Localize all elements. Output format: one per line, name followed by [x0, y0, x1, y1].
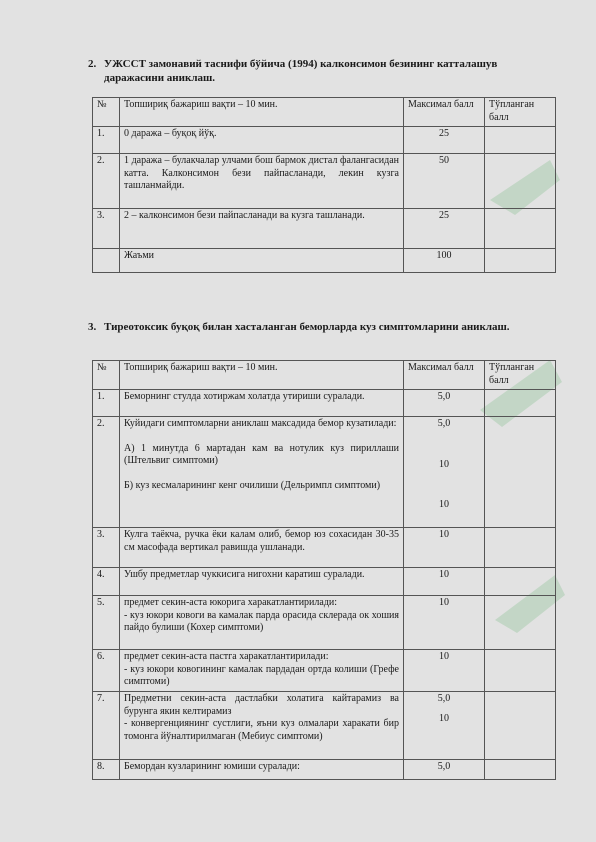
row-num: 2.	[93, 154, 120, 209]
row-max-part: 10	[439, 712, 449, 724]
total-label: Жаъми	[120, 249, 404, 273]
row-max: 10	[404, 596, 485, 650]
row-got	[485, 417, 556, 528]
row-task-part: предмет секин-аста пастга харакатлантирилади:	[124, 651, 329, 662]
row-max: 10	[404, 650, 485, 692]
header-num: №	[93, 361, 120, 390]
row-max: 25	[404, 127, 485, 154]
header-max: Максимал балл	[404, 98, 485, 127]
row-max-part: 10	[439, 499, 449, 510]
row-num: 1.	[93, 127, 120, 154]
row-task-part: - конвергенциянинг сустлиги, яъни куз олмалари харакати бир томонга йўналтирилмаган (Мебиус симптоми)	[124, 718, 399, 742]
row-task: 1 даража – булакчалар улчами бош бармок дистал фалангасидан катта. Калконсимон бези пайпасланади, лекин кузга ташланмайди.	[120, 154, 404, 209]
row-num: 4.	[93, 568, 120, 596]
row-max-part: 10	[439, 458, 449, 470]
row-max: 5,0	[404, 390, 485, 417]
row-task: 2 – калконсимон бези пайпасланади ва кузга ташланади.	[120, 209, 404, 249]
header-got: Тўпланган балл	[485, 361, 556, 390]
table-header-row	[93, 361, 556, 390]
table-total-row	[93, 249, 556, 273]
table-row	[93, 390, 556, 417]
table-row	[93, 568, 556, 596]
row-max: 25	[404, 209, 485, 249]
header-got: Тўпланган балл	[485, 98, 556, 127]
total-value: 100	[404, 249, 485, 273]
section3-title: Тиреотоксик буқоқ билан хасталанган беморларда куз симптомларини аниклаш.	[104, 321, 510, 333]
section2-title: УЖССТ замонавий таснифи бўйича (1994) калконсимон безининг катталашув даражасини аниклаш.	[104, 58, 498, 84]
row-num: 2.	[93, 417, 120, 528]
table-row	[93, 417, 556, 528]
section2-heading	[88, 57, 544, 85]
row-task-part: А) 1 минутда 6 мартадан кам ва нотулик куз пириллаши (Штельвиг симптоми)	[124, 442, 399, 466]
row-max: 10	[404, 568, 485, 596]
row-num: 8.	[93, 760, 120, 780]
table-row	[93, 154, 556, 209]
row-got	[485, 650, 556, 692]
row-max	[404, 692, 485, 760]
section3-table	[92, 360, 556, 780]
row-max	[404, 417, 485, 528]
table-row	[93, 760, 556, 780]
header-num: №	[93, 98, 120, 127]
row-max-part: 5,0	[437, 693, 451, 704]
row-task: Беморнинг стулда хотиржам холатда утириши суралади.	[120, 390, 404, 417]
row-task	[120, 417, 404, 528]
section2-table	[92, 97, 556, 273]
row-num: 3.	[93, 528, 120, 568]
table-header-row	[93, 98, 556, 127]
row-got	[485, 760, 556, 780]
row-task-part: - куз юкори ковогининг камалак пардадан ортда колиши (Грефе симптоми)	[124, 663, 399, 687]
row-task: Кулга таёкча, ручка ёки калам олиб, бемор юз сохасидан 30-35 см масофада вертикал равишда ушланади.	[120, 528, 404, 568]
row-got	[485, 692, 556, 760]
row-max: 5,0	[404, 760, 485, 780]
row-task-part: предмет секин-аста юкорига харакатлантирилади:	[124, 597, 338, 608]
table-row	[93, 127, 556, 154]
row-num: 5.	[93, 596, 120, 650]
table-row	[93, 596, 556, 650]
row-num: 1.	[93, 390, 120, 417]
section2-number: 2.	[88, 58, 97, 70]
row-num: 7.	[93, 692, 120, 760]
row-num: 3.	[93, 209, 120, 249]
row-task: Ушбу предметлар чуккисига нигохни каратиш суралади.	[120, 568, 404, 596]
row-got	[485, 568, 556, 596]
table-row	[93, 528, 556, 568]
row-task	[120, 650, 404, 692]
row-task-part: - куз юкори ковоги ва камалак парда орасида склерада ок хошия пайдо булиши (Кохер симптоми)	[124, 609, 399, 633]
total-num	[93, 249, 120, 273]
row-task-part: Куйидаги симптомларни аниклаш максадида бемор кузатилади:	[124, 418, 397, 429]
table-row	[93, 209, 556, 249]
row-task-part: Предметни секин-аста дастлабки холатига кайтарамиз ва бурунга якин келтирамиз	[124, 693, 399, 717]
total-got	[485, 249, 556, 273]
row-got	[485, 154, 556, 209]
table-row	[93, 650, 556, 692]
row-task	[120, 692, 404, 760]
row-task: 0 даража – буқоқ йўқ.	[120, 127, 404, 154]
row-max-part: 5,0	[437, 418, 451, 429]
row-max: 10	[404, 528, 485, 568]
row-task: Бемордан кузларининг юмиши суралади:	[120, 760, 404, 780]
row-max: 50	[404, 154, 485, 209]
row-task-part: Б) куз кесмаларининг кенг очилиши (Дельримпл симптоми)	[124, 479, 381, 491]
table-row	[93, 692, 556, 760]
section3-heading	[88, 320, 544, 334]
row-got	[485, 596, 556, 650]
row-num: 6.	[93, 650, 120, 692]
row-task	[120, 596, 404, 650]
section3-number: 3.	[88, 321, 97, 333]
row-got	[485, 209, 556, 249]
header-task: Топшириқ бажариш вақти – 10 мин.	[120, 98, 404, 127]
header-task: Топшириқ бажариш вақти – 10 мин.	[120, 361, 404, 390]
row-got	[485, 127, 556, 154]
row-got	[485, 528, 556, 568]
header-max: Максимал балл	[404, 361, 485, 390]
row-got	[485, 390, 556, 417]
